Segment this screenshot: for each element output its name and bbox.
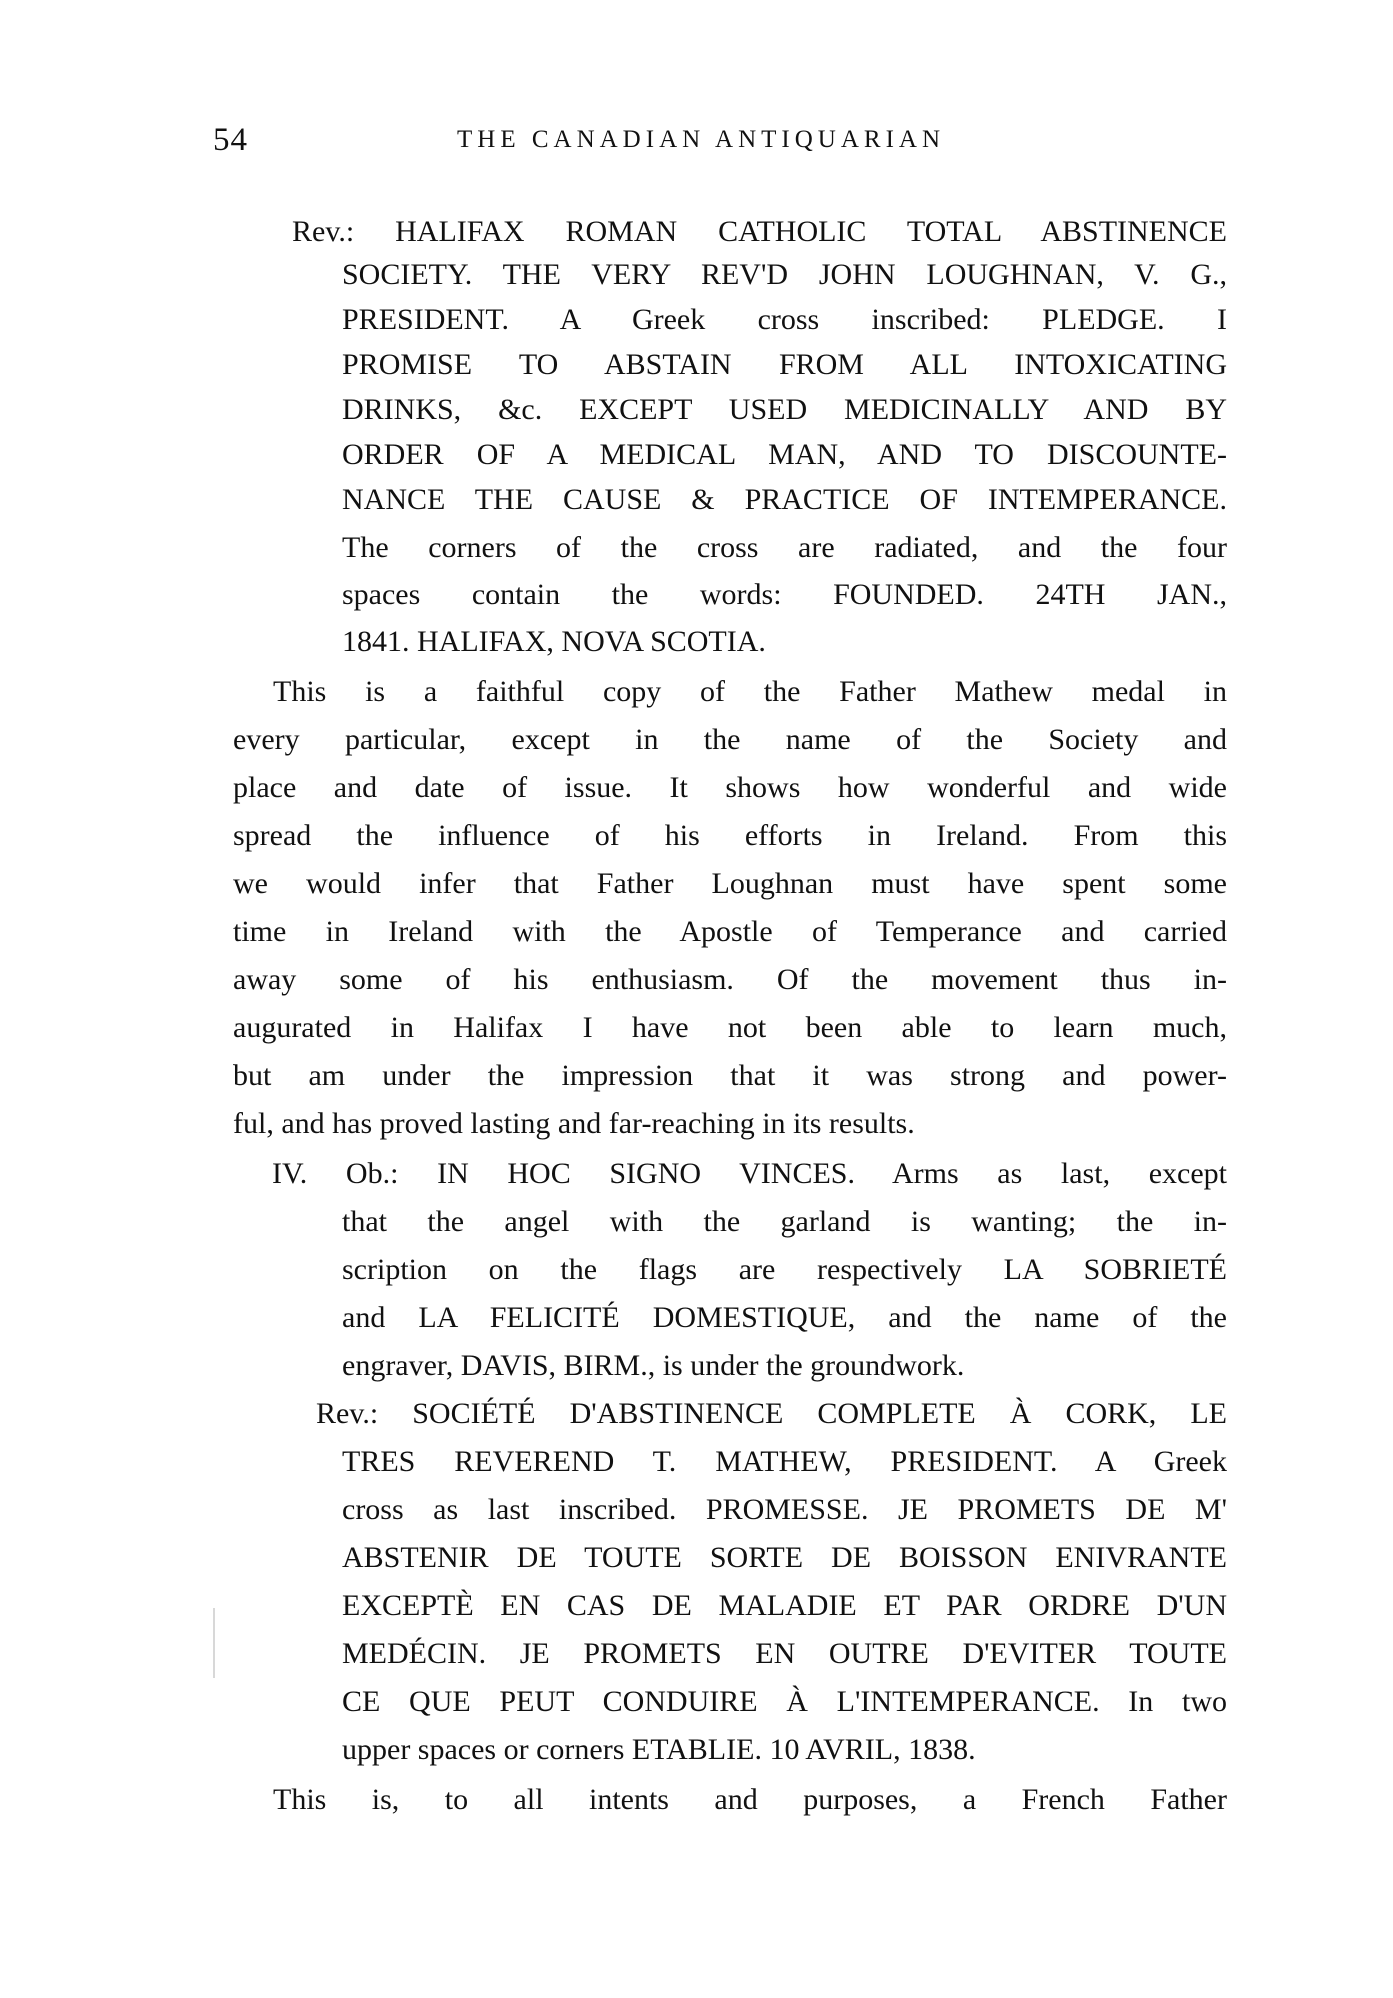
text-line: CE QUE PEUT CONDUIRE À L'INTEMPERANCE. In two [342, 1685, 1227, 1718]
text-line: augurated in Halifax I have not been able to learn much, [233, 1011, 1227, 1044]
text-line: This is a faithful copy of the Father Mathew medal in [273, 675, 1227, 708]
text-line: IV. Ob.: IN HOC SIGNO VINCES. Arms as last, except [272, 1157, 1227, 1190]
text-line: and LA FELICITÉ DOMESTIQUE, and the name of the [342, 1301, 1227, 1334]
text-line: ORDER OF A MEDICAL MAN, AND TO DISCOUNTE- [342, 438, 1227, 471]
text-line: Rev.: HALIFAX ROMAN CATHOLIC TOTAL ABSTINENCE [292, 215, 1227, 248]
text-line: spread the influence of his efforts in Ireland. From this [233, 819, 1227, 852]
text-line: we would infer that Father Loughnan must have spent some [233, 867, 1227, 900]
text-line: that the angel with the garland is wanting; the in- [342, 1205, 1227, 1238]
text-line: 1841. HALIFAX, NOVA SCOTIA. [342, 625, 766, 658]
text-line: DRINKS, &c. EXCEPT USED MEDICINALLY AND BY [342, 393, 1227, 426]
page-header [213, 122, 1233, 162]
text-line: NANCE THE CAUSE & PRACTICE OF INTEMPERANCE. [342, 483, 1227, 516]
text-line: time in Ireland with the Apostle of Temperance and carried [233, 915, 1227, 948]
text-line: scription on the flags are respectively LA SOBRIETÉ [342, 1253, 1227, 1286]
text-line: The corners of the cross are radiated, and the four [342, 531, 1227, 564]
text-line: PROMISE TO ABSTAIN FROM ALL INTOXICATING [342, 348, 1227, 381]
text-line: PRESIDENT. A Greek cross inscribed: PLEDGE. I [342, 303, 1227, 336]
text-line: engraver, DAVIS, BIRM., is under the groundwork. [342, 1349, 965, 1382]
page-number: 54 [213, 122, 248, 158]
text-line: This is, to all intents and purposes, a French Father [273, 1783, 1227, 1816]
text-line: EXCEPTÈ EN CAS DE MALADIE ET PAR ORDRE D'UN [342, 1589, 1227, 1622]
scan-smudge [213, 1608, 215, 1678]
text-line: every particular, except in the name of the Society and [233, 723, 1227, 756]
text-line: ABSTENIR DE TOUTE SORTE DE BOISSON ENIVRANTE [342, 1541, 1227, 1574]
text-line: away some of his enthusiasm. Of the movement thus in- [233, 963, 1227, 996]
running-head: THE CANADIAN ANTIQUARIAN [457, 126, 946, 153]
text-line: spaces contain the words: FOUNDED. 24TH JAN., [342, 578, 1227, 611]
text-line: SOCIETY. THE VERY REV'D JOHN LOUGHNAN, V. G., [342, 258, 1227, 291]
text-line: ful, and has proved lasting and far-reaching in its results. [233, 1107, 915, 1140]
text-line: Rev.: SOCIÉTÉ D'ABSTINENCE COMPLETE À CORK, LE [316, 1397, 1227, 1430]
text-line: place and date of issue. It shows how wonderful and wide [233, 771, 1227, 804]
text-line: cross as last inscribed. PROMESSE. JE PROMETS DE M' [342, 1493, 1227, 1526]
text-line: upper spaces or corners ETABLIE. 10 AVRIL, 1838. [342, 1733, 976, 1766]
text-line: TRES REVEREND T. MATHEW, PRESIDENT. A Greek [342, 1445, 1227, 1478]
text-line: but am under the impression that it was strong and power- [233, 1059, 1227, 1092]
text-line: MEDÉCIN. JE PROMETS EN OUTRE D'EVITER TOUTE [342, 1637, 1227, 1670]
